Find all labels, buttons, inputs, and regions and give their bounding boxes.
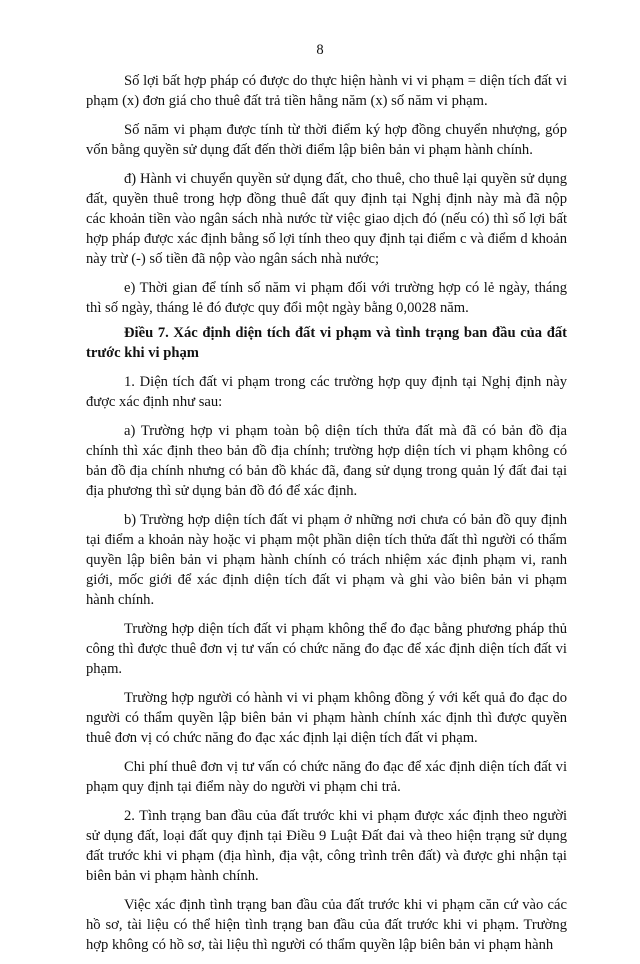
page-number: 8	[316, 42, 324, 58]
paragraph-disagreement: Trường hợp người có hành vi vi phạm không đồng ý với kết quả đo đạc do người có thẩm quyền lập biên bản vi phạm hành chính xác định thì được quyền thuê đơn vị có chức năng đo đạc xác định lại diện tích đất vi phạm.	[86, 690, 567, 746]
paragraph-clause-2: 2. Tình trạng ban đầu của đất trước khi vi phạm được xác định theo người sử dụng đất, loại đất quy định tại Điều 9 Luật Đất đai và theo hiện trạng sử dụng đất trước khi vi phạm (địa hình, địa vật, công trình trên đất) và được ghi nhận tại biên bản vi phạm hành chính.	[86, 808, 567, 884]
paragraph-manual-measurement: Trường hợp diện tích đất vi phạm không thể đo đạc bằng phương pháp thủ công thì được thuê đơn vị tư vấn có chức năng đo đạc để xác định diện tích đất vi phạm.	[86, 621, 567, 677]
paragraph-point-b: b) Trường hợp diện tích đất vi phạm ở những nơi chưa có bản đồ quy định tại điểm a khoản này hoặc vi phạm một phần diện tích thửa đất thì người có thẩm quyền lập biên bản vi phạm hành chính có trách nhiệm xác định phạm vi, ranh giới, mốc giới để xác định diện tích đất vi phạm và ghi vào biên bản vi phạm hành chính.	[86, 512, 567, 608]
paragraph-point-dd: đ) Hành vi chuyển quyền sử dụng đất, cho thuê, cho thuê lại quyền sử dụng đất, quyền thuê trong hợp đồng thuê đất quy định tại Nghị định này mà đã nộp các khoản tiền vào ngân sách nhà nước từ việc giao dịch đó (nếu có) thì số lợi bất hợp pháp được xác định bằng số lợi tính theo quy định tại điểm c và điểm d khoản này trừ (-) số tiền đã nộp vào ngân sách nhà nước;	[86, 171, 567, 267]
paragraph-violation-years: Số năm vi phạm được tính từ thời điểm ký hợp đồng chuyển nhượng, góp vốn bằng quyền sử dụng đất đến thời điểm lập biên bản vi phạm hành chính.	[86, 122, 567, 158]
paragraph-point-a: a) Trường hợp vi phạm toàn bộ diện tích thửa đất mà đã có bản đồ địa chính thì xác định theo bản đồ địa chính; trường hợp diện tích vi phạm không có bản đồ địa chính nhưng có bản đồ khác đã, đang sử dụng trong quản lý đất đai tại địa phương thì sử dụng bản đồ đó để xác định.	[86, 423, 567, 499]
paragraph-illegal-profit-formula: Số lợi bất hợp pháp có được do thực hiện hành vi vi phạm = diện tích đất vi phạm (x) đơn giá cho thuê đất trả tiền hằng năm (x) số năm vi phạm.	[86, 73, 567, 109]
paragraph-cost: Chi phí thuê đơn vị tư vấn có chức năng đo đạc để xác định diện tích đất vi phạm quy định tại điểm này do người vi phạm chi trả.	[86, 759, 567, 795]
paragraph-point-e: e) Thời gian để tính số năm vi phạm đối với trường hợp có lẻ ngày, tháng thì số ngày, tháng lẻ đó được quy đổi một ngày bằng 0,0028 năm.	[86, 280, 567, 316]
paragraph-clause-1: 1. Diện tích đất vi phạm trong các trường hợp quy định tại Nghị định này được xác định như sau:	[86, 374, 567, 410]
article-7-heading: Điều 7. Xác định diện tích đất vi phạm và tình trạng ban đầu của đất trước khi vi phạm	[86, 325, 567, 361]
document-body	[86, 71, 567, 964]
paragraph-initial-state-basis: Việc xác định tình trạng ban đầu của đất trước khi vi phạm căn cứ vào các hồ sơ, tài liệu có thể hiện tình trạng ban đầu của đất trước khi vi phạm. Trường hợp không có hồ sơ, tài liệu thì người có thẩm quyền lập biên bản vi phạm hành	[86, 897, 567, 953]
